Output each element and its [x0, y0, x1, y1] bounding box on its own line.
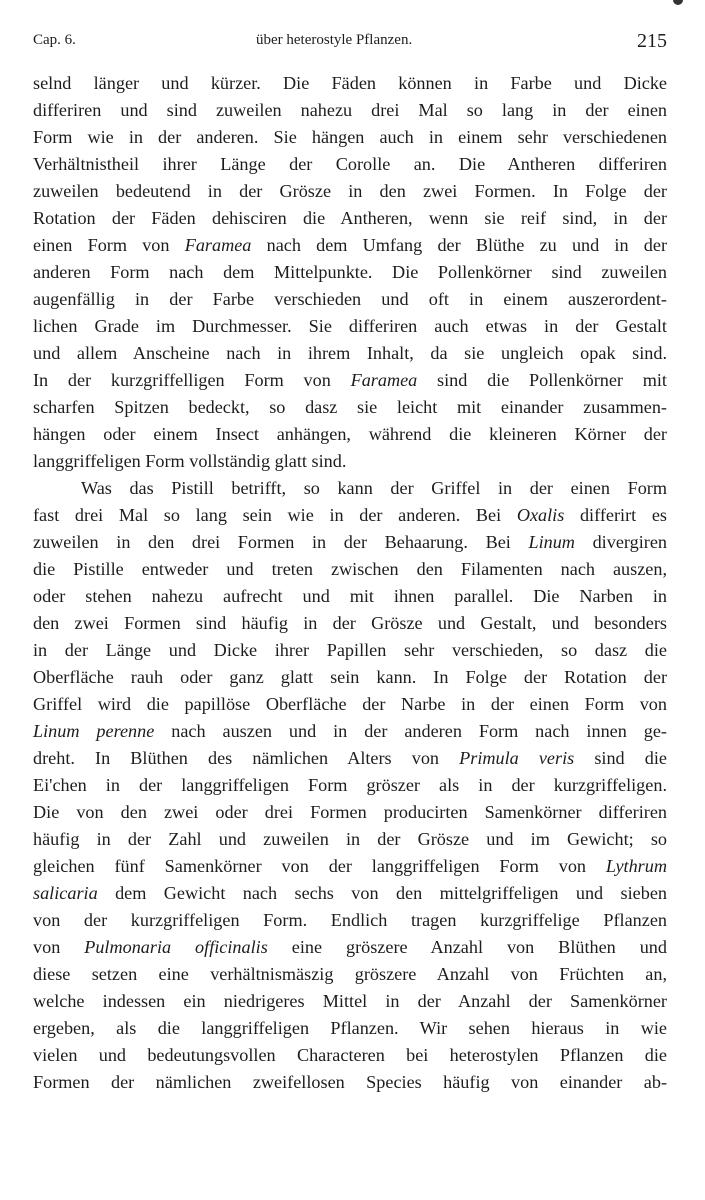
text-run: divergiren — [574, 532, 667, 552]
text-line — [33, 151, 667, 178]
text-line — [33, 178, 667, 205]
text-run: scharfen Spitzen bedeckt, so dasz sie leicht mit einander zusammen- — [33, 397, 667, 417]
italic-term: Linum — [528, 532, 575, 552]
text-line — [33, 853, 667, 880]
running-title: über heterostyle Pflanzen. — [256, 32, 413, 48]
text-run: differiren und sind zuweilen nahezu drei Mal so lang in der einen — [33, 100, 667, 120]
text-run: Die von den zwei oder drei Formen producirten Samenkörner differiren — [33, 802, 667, 822]
text-run: sind die — [574, 748, 667, 768]
text-line — [33, 988, 667, 1015]
text-line — [33, 718, 667, 745]
text-run: zuweilen in den drei Formen in der Behaarung. Bei — [33, 532, 529, 552]
text-line — [33, 907, 667, 934]
text-run: von der kurzgriffeligen Form. Endlich tragen kurzgriffelige Pflanzen — [33, 910, 667, 930]
body-text — [33, 70, 667, 1096]
text-run: nach dem Umfang der Blüthe zu und in der — [251, 235, 667, 255]
text-line — [33, 556, 667, 583]
italic-term: Oxalis — [516, 505, 565, 525]
text-line — [33, 232, 667, 259]
text-run: in der Länge und Dicke ihrer Papillen sehr verschieden, so dasz die — [33, 640, 667, 660]
text-line — [33, 826, 667, 853]
text-line — [33, 286, 667, 313]
text-line — [33, 448, 667, 475]
text-run: fast drei Mal so lang sein wie in der anderen. Bei — [33, 505, 517, 525]
text-run: ergeben, als die langgriffeligen Pflanzen. Wir sehen hieraus in wie — [33, 1018, 667, 1038]
text-run: und allem Anscheine nach in ihrem Inhalt, da sie ungleich opak sind. — [33, 343, 667, 363]
text-line — [33, 421, 667, 448]
text-run: die Pistille entweder und treten zwischen den Filamenten nach auszen, — [33, 559, 667, 579]
text-line — [33, 394, 667, 421]
italic-term: Lythrum — [605, 856, 667, 876]
text-line — [33, 934, 667, 961]
text-run: nach auszen und in der anderen Form nach innen ge- — [154, 721, 667, 741]
text-run: diese setzen eine verhältnismäszig gröszere Anzahl von Früchten an, — [33, 964, 667, 984]
text-run: von — [33, 937, 85, 957]
text-line — [33, 610, 667, 637]
text-run: lichen Grade im Durchmesser. Sie differiren auch etwas in der Gestalt — [33, 316, 667, 336]
text-line — [33, 70, 667, 97]
text-run: oder stehen nahezu aufrecht und mit ihnen parallel. Die Narben in — [33, 586, 667, 606]
text-run: eine gröszere Anzahl von Blüthen und — [267, 937, 667, 957]
text-run: Oberfläche rauh oder ganz glatt sein kann. In Folge der Rotation der — [33, 667, 667, 687]
text-line — [33, 799, 667, 826]
text-run: gleichen fünf Samenkörner von der langgriffeligen Form von — [33, 856, 606, 876]
text-run: Ei'chen in der langgriffeligen Form gröszer als in der kurzgriffeligen. — [33, 775, 667, 795]
text-run: selnd länger und kürzer. Die Fäden können in Farbe und Dicke — [33, 73, 667, 93]
italic-term: Primula veris — [459, 748, 575, 768]
text-line — [33, 745, 667, 772]
text-line — [33, 529, 667, 556]
text-run: augenfällig in der Farbe verschieden und oft in einem auszerordent- — [33, 289, 667, 309]
text-run: anderen Form nach dem Mittelpunkte. Die Pollenkörner sind zuweilen — [33, 262, 667, 282]
text-line — [33, 97, 667, 124]
page-corner-mark — [673, 0, 683, 5]
text-line — [33, 367, 667, 394]
text-run: dreht. In Blüthen des nämlichen Alters von — [33, 748, 460, 768]
text-line — [33, 124, 667, 151]
text-line — [33, 583, 667, 610]
italic-term: Linum perenne — [33, 721, 155, 741]
italic-term: Faramea — [184, 235, 252, 255]
italic-term: salicaria — [33, 883, 98, 903]
running-header — [33, 30, 667, 60]
text-run: dem Gewicht nach sechs von den mittelgriffeligen und sieben — [97, 883, 667, 903]
text-line — [33, 475, 667, 502]
text-line — [33, 1015, 667, 1042]
text-line — [33, 961, 667, 988]
text-line — [33, 1042, 667, 1069]
text-run: einen Form von — [33, 235, 185, 255]
text-run: häufig in der Zahl und zuweilen in der Grösze und im Gewicht; so — [33, 829, 667, 849]
text-run: welche indessen ein niedrigeres Mittel in der Anzahl der Samenkörner — [33, 991, 667, 1011]
text-line — [33, 664, 667, 691]
text-run: In der kurzgriffelligen Form von — [33, 370, 351, 390]
text-run: Formen der nämlichen zweifellosen Species häufig von einander ab- — [33, 1072, 667, 1092]
text-line — [33, 1069, 667, 1096]
text-line — [33, 637, 667, 664]
text-run: sind die Pollenkörner mit — [417, 370, 667, 390]
text-run: Rotation der Fäden dehisciren die Antheren, wenn sie reif sind, in der — [33, 208, 667, 228]
italic-term: Pulmonaria officinalis — [84, 937, 268, 957]
text-run: langgriffeligen Form vollständig glatt sind. — [33, 451, 347, 471]
text-line — [33, 502, 667, 529]
text-line — [33, 313, 667, 340]
text-run: Griffel wird die papillöse Oberfläche der Narbe in der einen Form von — [33, 694, 667, 714]
text-line — [33, 259, 667, 286]
text-run: vielen und bedeutungsvollen Characteren bei heterostylen Pflanzen die — [33, 1045, 667, 1065]
text-run: zuweilen bedeutend in der Grösze in den zwei Formen. In Folge der — [33, 181, 667, 201]
page-number: 215 — [637, 30, 667, 52]
text-line — [33, 205, 667, 232]
text-run: den zwei Formen sind häufig in der Grösze und Gestalt, und besonders — [33, 613, 667, 633]
text-run: hängen oder einem Insect anhängen, während die kleineren Körner der — [33, 424, 667, 444]
text-run: Form wie in der anderen. Sie hängen auch in einem sehr verschiedenen — [33, 127, 667, 147]
text-line — [33, 691, 667, 718]
text-line — [33, 340, 667, 367]
text-line — [33, 880, 667, 907]
text-line — [33, 772, 667, 799]
chapter-label: Cap. 6. — [33, 32, 76, 48]
text-run: differirt es — [564, 505, 667, 525]
text-run: Was das Pistill betrifft, so kann der Griffel in der einen Form — [81, 478, 667, 498]
text-run: Verhältnistheil ihrer Länge der Corolle an. Die Antheren differiren — [33, 154, 667, 174]
italic-term: Faramea — [350, 370, 418, 390]
